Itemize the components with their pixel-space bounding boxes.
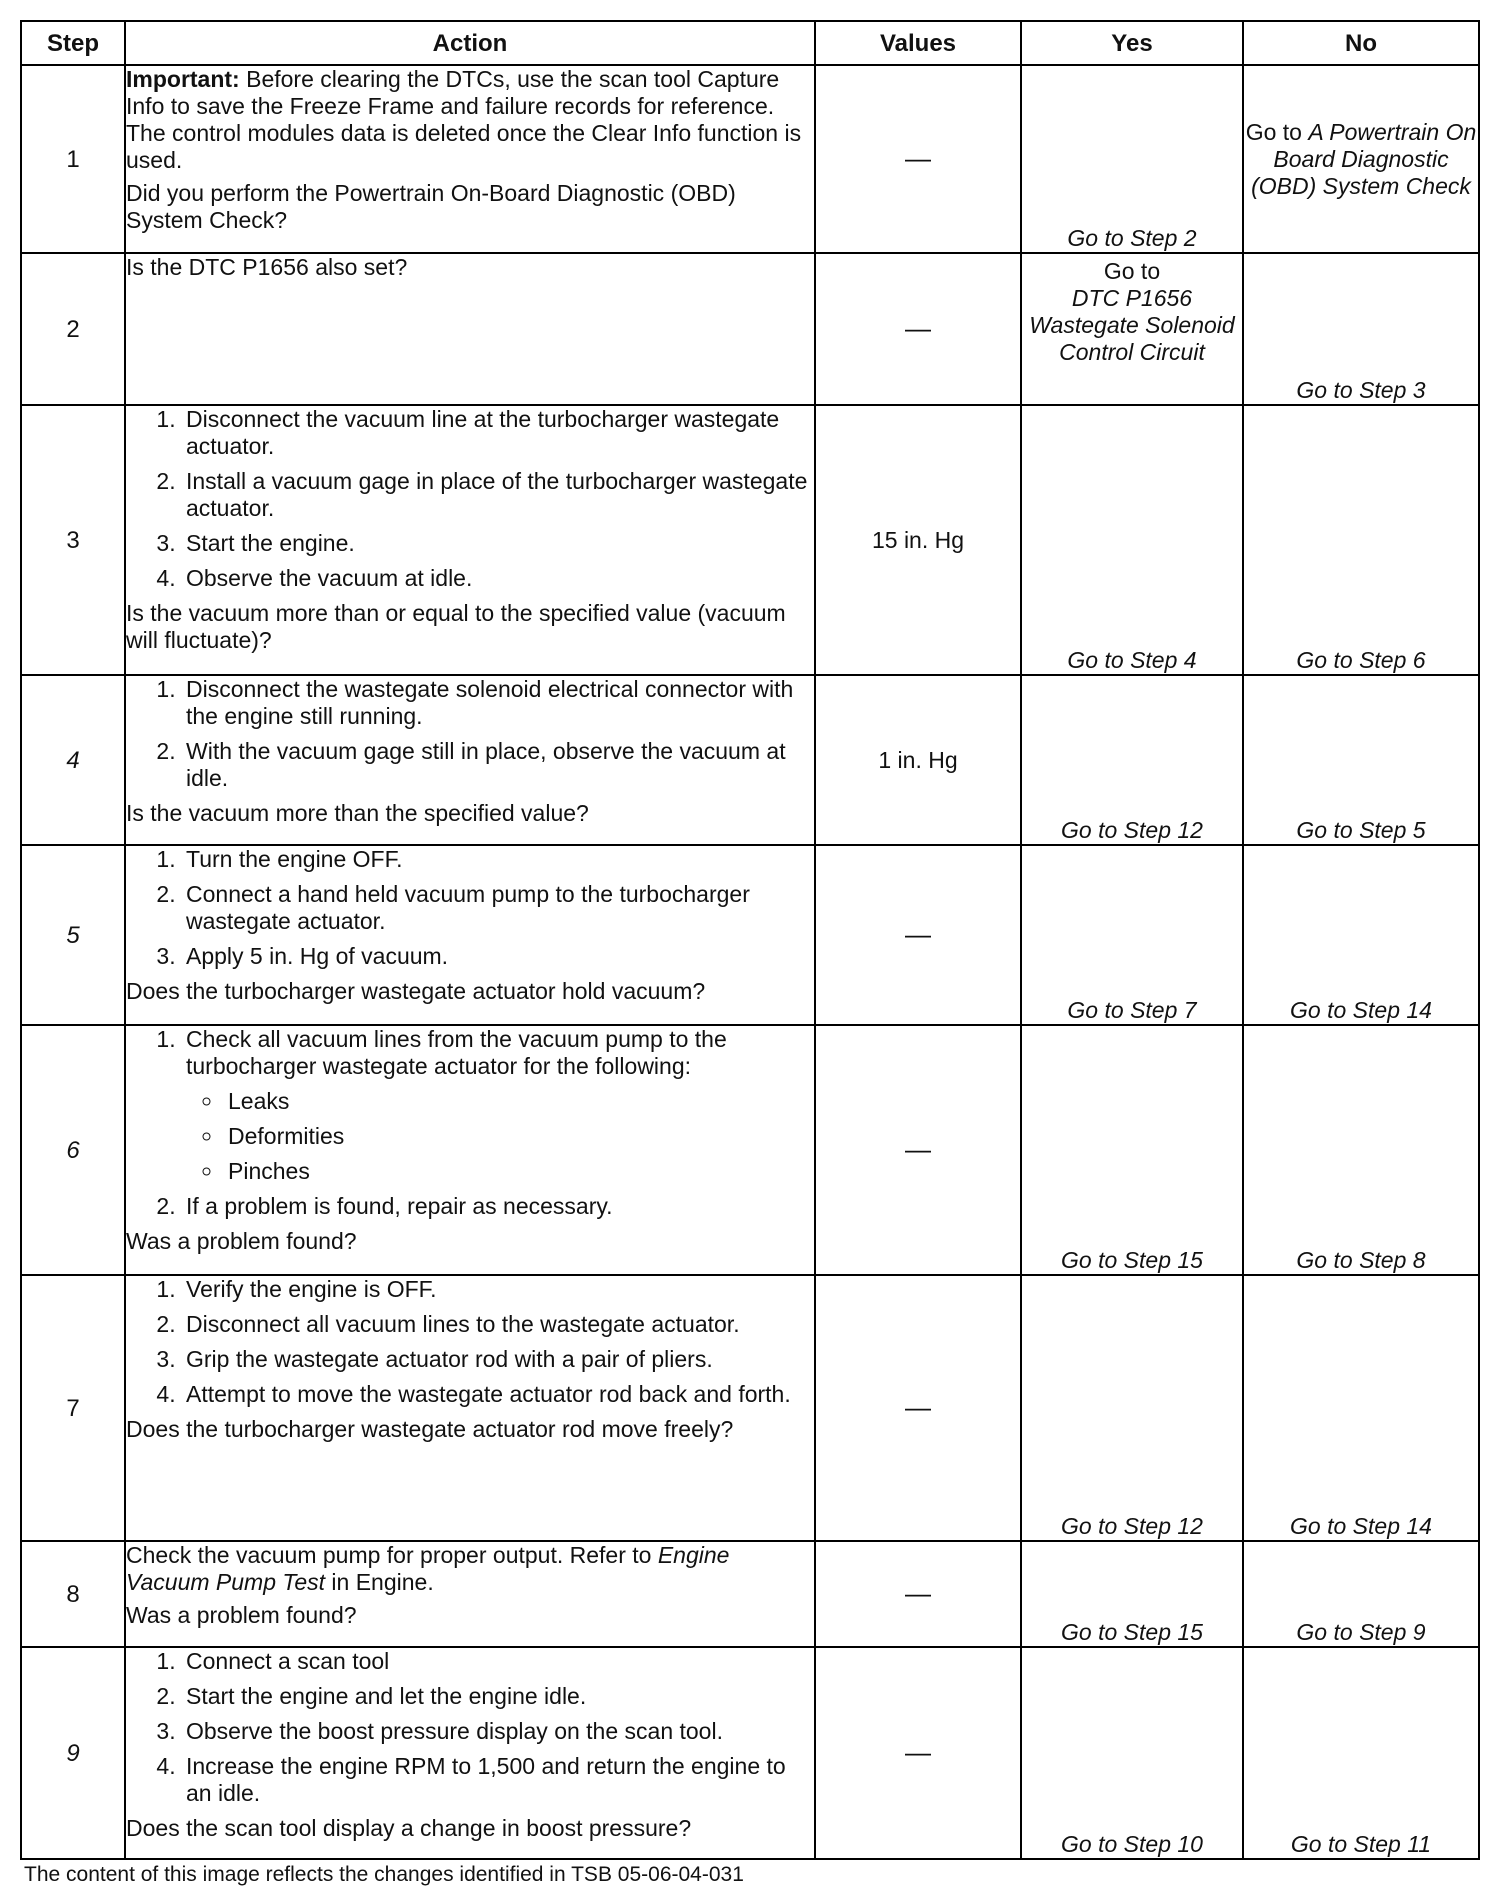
value-cell [815,405,1021,675]
list-item: 2. If a problem is found, repair as necessary. [182,1193,814,1220]
action-cell [125,1647,815,1859]
procedure-list [126,1026,814,1220]
list-item: 1. Verify the engine is OFF. [182,1276,814,1303]
list-item: 2. Disconnect all vacuum lines to the wastegate actuator. [182,1311,814,1338]
value-text: 15 in. Hg [871,526,965,553]
no-cell [1243,65,1479,253]
step-number: 1 [21,65,125,253]
no-link[interactable]: Go to Step 14 [1243,1275,1479,1541]
obd-system-check-link[interactable]: A Powertrain On Board Diagnostic (OBD) System Check [1251,118,1477,199]
instruction-after: in Engine. [325,1569,434,1595]
bullet-item: ◦ Pinches [224,1158,814,1185]
header-action: Action [125,21,815,65]
list-item: 3. Apply 5 in. Hg of vacuum. [182,943,814,970]
table-row [21,675,1479,845]
value-cell [815,1025,1021,1275]
question-text: Does the turbocharger wastegate actuator hold vacuum? [126,978,706,1004]
table-row [21,1025,1479,1275]
table-row [21,405,1479,675]
value-cell [815,845,1021,1025]
yes-link[interactable]: Go to Step 7 [1021,845,1243,1025]
procedure-list [126,406,814,592]
question-text: Does the turbocharger wastegate actuator rod move freely? [126,1416,734,1442]
action-cell [125,675,815,845]
bullet-item: ◦ Leaks [224,1088,814,1115]
table-row [21,1541,1479,1647]
header-step: Step [21,21,125,65]
value-text: — [905,313,931,343]
action-cell [125,65,815,253]
list-item: 2. Start the engine and let the engine idle. [182,1683,814,1710]
value-text: — [905,1134,931,1164]
question-text: Is the vacuum more than or equal to the specified value (vacuum will fluctuate)? [126,600,786,653]
value-cell [815,65,1021,253]
procedure-list [126,1648,814,1807]
no-link[interactable]: Go to Step 5 [1243,675,1479,845]
value-text: — [905,1392,931,1422]
yes-link[interactable]: Go to Step 4 [1021,405,1243,675]
list-item: 1. Turn the engine OFF. [182,846,814,873]
table-row [21,1647,1479,1859]
value-cell [815,1541,1021,1647]
list-item: 1. Disconnect the wastegate solenoid electrical connector with the engine still running. [182,676,814,730]
step-number: 2 [21,253,125,405]
list-item [182,1026,814,1185]
list-item: 3. Start the engine. [182,530,814,557]
yes-link[interactable]: Go to Step 12 [1021,675,1243,845]
step-number: 7 [21,1275,125,1541]
value-cell [815,675,1021,845]
list-item: 3. Grip the wastegate actuator rod with a pair of pliers. [182,1346,814,1373]
list-item: 4. Observe the vacuum at idle. [182,565,814,592]
question-text: Was a problem found? [126,1602,357,1628]
action-cell [125,253,815,405]
question-text: Is the vacuum more than the specified value? [126,800,589,826]
footnote: The content of this image reflects the changes identified in TSB 05-06-04-031 [24,1863,744,1886]
table-row [21,65,1479,253]
procedure-list [126,846,814,970]
yes-prefix: Go to [1103,258,1161,284]
value-text: 1 in. Hg [878,746,958,773]
value-text: — [905,143,931,173]
no-link[interactable]: Go to Step 14 [1243,845,1479,1025]
header-values: Values [815,21,1021,65]
step-number: 9 [21,1647,125,1859]
value-text: — [905,1737,931,1767]
header-no: No [1243,21,1479,65]
no-link[interactable]: Go to Step 3 [1243,253,1479,405]
diagnostic-table-container [20,20,1478,1860]
action-cell [125,1025,815,1275]
yes-link[interactable]: Go to Step 12 [1021,1275,1243,1541]
procedure-list [126,1276,814,1408]
table-row [21,253,1479,405]
header-yes: Yes [1021,21,1243,65]
vacuum-pump-test-link[interactable]: Engine Vacuum Pump Test [126,1542,730,1595]
step-number: 5 [21,845,125,1025]
procedure-list [126,676,814,792]
no-link[interactable]: Go to Step 6 [1243,405,1479,675]
instruction-before: Check the vacuum pump for proper output. Refer to [126,1542,658,1568]
list-item: 2. Connect a hand held vacuum pump to the turbocharger wastegate actuator. [182,881,814,935]
action-cell [125,1541,815,1647]
value-text: — [905,919,931,949]
list-item: 2. Install a vacuum gage in place of the turbocharger wastegate actuator. [182,468,814,522]
step-number: 4 [21,675,125,845]
instruction-text [126,1542,814,1596]
value-cell [815,1647,1021,1859]
important-label: Important: [126,66,240,92]
list-item: 4. Increase the engine RPM to 1,500 and return the engine to an idle. [182,1753,814,1807]
list-item: 2. With the vacuum gage still in place, observe the vacuum at idle. [182,738,814,792]
list-item: 4. Attempt to move the wastegate actuator rod back and forth. [182,1381,814,1408]
important-note [126,66,814,174]
step-number: 6 [21,1025,125,1275]
action-cell [125,405,815,675]
action-cell [125,845,815,1025]
yes-link[interactable]: Go to Step 15 [1021,1025,1243,1275]
table-row [21,1275,1479,1541]
yes-link[interactable]: Go to Step 15 [1021,1541,1243,1647]
bullet-list [186,1088,814,1185]
step-number: 3 [21,405,125,675]
value-cell [815,1275,1021,1541]
no-link[interactable]: Go to Step 8 [1243,1025,1479,1275]
no-link[interactable]: Go to Step 9 [1243,1541,1479,1647]
list-item: 3. Observe the boost pressure display on the scan tool. [182,1718,814,1745]
question-text: Was a problem found? [126,1228,357,1254]
bullet-item: ◦ Deformities [224,1123,814,1150]
list-item-text: Check all vacuum lines from the vacuum pump to the turbocharger wastegate actuator for the following: [186,1026,727,1079]
list-item: 1. Connect a scan tool [182,1648,814,1675]
yes-link[interactable]: Go to Step 2 [1021,65,1243,253]
no-prefix: Go to [1245,118,1309,145]
value-text: — [905,1578,931,1608]
important-text: Before clearing the DTCs, use the scan tool Capture Info to save the Freeze Frame and failure records for reference. The control modules data is deleted once the Clear Info function is used. [126,66,802,173]
yes-link[interactable]: Go to Step 10 [1021,1647,1243,1859]
question-text: Did you perform the Powertrain On-Board Diagnostic (OBD) System Check? [126,180,736,233]
dtc-p1656-link[interactable]: DTC P1656 Wastegate Solenoid Control Circuit [1029,285,1235,365]
header-row [21,21,1479,65]
table-row [21,845,1479,1025]
no-link[interactable]: Go to Step 11 [1243,1647,1479,1859]
value-cell [815,253,1021,405]
yes-cell [1021,253,1243,405]
list-item: 1. Disconnect the vacuum line at the turbocharger wastegate actuator. [182,406,814,460]
question-text: Does the scan tool display a change in boost pressure? [126,1815,692,1841]
diagnostic-table [20,20,1480,1860]
question-text: Is the DTC P1656 also set? [126,254,408,280]
action-cell [125,1275,815,1541]
step-number: 8 [21,1541,125,1647]
